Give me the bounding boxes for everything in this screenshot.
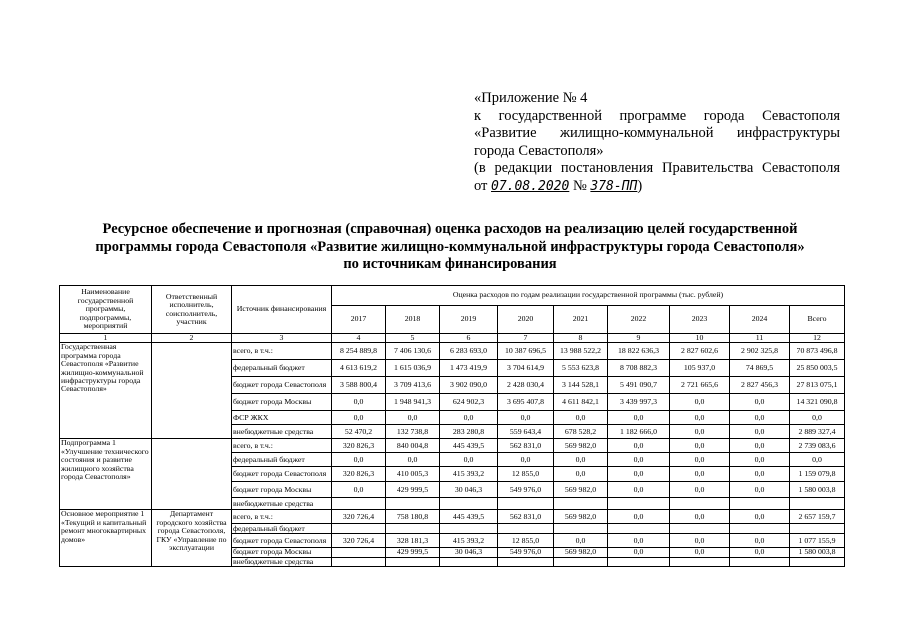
value-cell: 569 982,0 (554, 510, 608, 524)
responsible-cell: Департамент городского хозяйства города Севастополя, ГКУ «Управление по эксплуатации (152, 510, 232, 567)
header-year: 2024 (730, 306, 790, 334)
value-cell: 0,0 (332, 482, 386, 498)
value-cell: 758 180,8 (386, 510, 440, 524)
value-cell: 0,0 (386, 411, 440, 425)
value-cell: 1 182 666,0 (608, 425, 670, 439)
column-number: 10 (670, 334, 730, 343)
responsible-cell (152, 343, 232, 439)
value-cell: 320 826,3 (332, 439, 386, 453)
value-cell: 0,0 (790, 411, 845, 425)
value-cell: 70 873 496,8 (790, 343, 845, 360)
value-cell: 10 387 696,5 (498, 343, 554, 360)
value-cell: 1 580 003,8 (790, 482, 845, 498)
document-title (70, 221, 830, 274)
value-cell: 13 988 522,2 (554, 343, 608, 360)
value-cell: 18 822 636,3 (608, 343, 670, 360)
value-cell: 0,0 (440, 411, 498, 425)
title-line-3: по источникам финансирования (343, 256, 557, 272)
header-year: 2023 (670, 306, 730, 334)
value-cell: 562 831,0 (498, 510, 554, 524)
resolution-date: 07.08.2020 (491, 178, 570, 194)
value-cell: 0,0 (332, 453, 386, 467)
appendix-line-6 (474, 178, 840, 196)
value-cell (730, 498, 790, 510)
header-year: 2021 (554, 306, 608, 334)
value-cell (790, 498, 845, 510)
value-cell (730, 557, 790, 566)
value-cell (332, 498, 386, 510)
value-cell (730, 524, 790, 534)
value-cell (440, 524, 498, 534)
column-number: 11 (730, 334, 790, 343)
funding-table (59, 285, 845, 567)
value-cell (790, 524, 845, 534)
value-cell: 320 726,4 (332, 510, 386, 524)
value-cell (440, 498, 498, 510)
value-cell: 0,0 (670, 411, 730, 425)
source-cell: всего, в т.ч.: (232, 343, 332, 360)
value-cell (498, 557, 554, 566)
value-cell: 429 999,5 (386, 548, 440, 557)
value-cell: 0,0 (554, 534, 608, 548)
value-cell: 678 528,2 (554, 425, 608, 439)
value-cell: 0,0 (670, 482, 730, 498)
value-cell (386, 498, 440, 510)
value-cell: 0,0 (608, 548, 670, 557)
program-name-cell: Основное мероприятие 1 «Текущий и капитальный ремонт многоквартирных домов» (60, 510, 152, 567)
value-cell: 0,0 (670, 534, 730, 548)
value-cell: 3 144 528,1 (554, 377, 608, 394)
value-cell (332, 557, 386, 566)
value-cell: 7 406 130,6 (386, 343, 440, 360)
value-cell (554, 524, 608, 534)
appendix-line-5: (в редакции постановления Правительства Севастополя (474, 160, 840, 177)
value-cell: 0,0 (332, 394, 386, 411)
value-cell: 445 439,5 (440, 439, 498, 453)
value-cell: 549 976,0 (498, 482, 554, 498)
value-cell: 0,0 (332, 411, 386, 425)
program-name-cell: Государственная программа города Севастополя «Развитие жилищно-коммунальной инфраструктуры города Севастополя» (60, 343, 152, 439)
value-cell (608, 557, 670, 566)
value-cell (386, 524, 440, 534)
value-cell: 0,0 (498, 453, 554, 467)
source-cell: федеральный бюджет (232, 524, 332, 534)
value-cell: 0,0 (670, 548, 730, 557)
appendix-num-sign: № (572, 177, 587, 194)
value-cell: 0,0 (730, 482, 790, 498)
value-cell: 840 004,8 (386, 439, 440, 453)
value-cell (670, 557, 730, 566)
header-name: Наименование государственной программы, подпрограммы, мероприятий (60, 286, 152, 334)
header-year: 2018 (386, 306, 440, 334)
value-cell (332, 524, 386, 534)
value-cell: 8 708 882,3 (608, 360, 670, 377)
value-cell: 3 439 997,3 (608, 394, 670, 411)
header-responsible: Ответственный исполнитель, соисполнитель, участник (152, 286, 232, 334)
value-cell: 0,0 (554, 453, 608, 467)
header-year: 2022 (608, 306, 670, 334)
value-cell (790, 557, 845, 566)
value-cell: 0,0 (608, 467, 670, 482)
column-number: 2 (152, 334, 232, 343)
value-cell (670, 524, 730, 534)
source-cell: внебюджетные средства (232, 498, 332, 510)
value-cell: 25 850 003,5 (790, 360, 845, 377)
appendix-ot: от (474, 177, 488, 194)
column-number: 9 (608, 334, 670, 343)
value-cell: 569 982,0 (554, 548, 608, 557)
column-number: 6 (440, 334, 498, 343)
value-cell: 559 643,4 (498, 425, 554, 439)
value-cell: 283 280,8 (440, 425, 498, 439)
value-cell: 0,0 (386, 453, 440, 467)
value-cell: 14 321 090,8 (790, 394, 845, 411)
value-cell: 0,0 (730, 510, 790, 524)
column-number: 1 (60, 334, 152, 343)
value-cell: 0,0 (730, 548, 790, 557)
source-cell: бюджет города Севастополя (232, 377, 332, 394)
value-cell: 2 827 602,6 (670, 343, 730, 360)
value-cell: 3 709 413,6 (386, 377, 440, 394)
column-number: 4 (332, 334, 386, 343)
value-cell: 410 005,3 (386, 467, 440, 482)
value-cell: 0,0 (730, 439, 790, 453)
header-year: 2019 (440, 306, 498, 334)
value-cell: 27 813 075,1 (790, 377, 845, 394)
title-line-2: программы города Севастополя «Развитие жилищно-коммунальной инфраструктуры города Севастополя» (95, 238, 805, 255)
value-cell: 2 428 030,4 (498, 377, 554, 394)
appendix-line-1: «Приложение № 4 (474, 90, 588, 106)
value-cell: 30 046,3 (440, 482, 498, 498)
value-cell: 6 283 693,0 (440, 343, 498, 360)
value-cell: 0,0 (670, 453, 730, 467)
value-cell: 52 470,2 (332, 425, 386, 439)
appendix-line-2: к государственной программе города Севастополя (474, 107, 840, 124)
value-cell: 0,0 (730, 425, 790, 439)
value-cell: 5 553 623,8 (554, 360, 608, 377)
appendix-header (474, 90, 840, 196)
appendix-line-3: «Развитие жилищно-коммунальной инфраструктуры (474, 125, 840, 142)
responsible-cell (152, 439, 232, 510)
value-cell: 549 976,0 (498, 548, 554, 557)
value-cell: 74 869,5 (730, 360, 790, 377)
appendix-line-4: города Севастополя» (474, 142, 604, 159)
source-cell: бюджет города Севастополя (232, 467, 332, 482)
source-cell: всего, в т.ч.: (232, 510, 332, 524)
column-number: 8 (554, 334, 608, 343)
source-cell: бюджет города Москвы (232, 548, 332, 557)
value-cell: 8 254 889,8 (332, 343, 386, 360)
value-cell (332, 548, 386, 557)
value-cell: 4 611 842,1 (554, 394, 608, 411)
table-row (60, 343, 845, 360)
value-cell (498, 524, 554, 534)
value-cell: 1 615 036,9 (386, 360, 440, 377)
source-cell: бюджет города Москвы (232, 482, 332, 498)
source-cell: федеральный бюджет (232, 453, 332, 467)
value-cell: 2 889 327,4 (790, 425, 845, 439)
value-cell: 1 077 155,9 (790, 534, 845, 548)
value-cell (670, 498, 730, 510)
header-year: Всего (790, 306, 845, 334)
column-number: 12 (790, 334, 845, 343)
value-cell: 30 046,3 (440, 548, 498, 557)
header-year: 2020 (498, 306, 554, 334)
value-cell: 445 439,5 (440, 510, 498, 524)
table-row (60, 439, 845, 453)
value-cell: 569 982,0 (554, 482, 608, 498)
value-cell (608, 524, 670, 534)
program-name-cell: Подпрограмма 1 «Улучшение технического состояния и развитие жилищного хозяйства города Севастополя» (60, 439, 152, 510)
value-cell: 1 159 079,8 (790, 467, 845, 482)
value-cell: 569 982,0 (554, 439, 608, 453)
value-cell: 0,0 (730, 394, 790, 411)
value-cell: 0,0 (670, 394, 730, 411)
header-estimate: Оценка расходов по годам реализации государственной программы (тыс. рублей) (332, 286, 845, 306)
source-cell: бюджет города Москвы (232, 394, 332, 411)
column-number: 3 (232, 334, 332, 343)
value-cell: 328 181,3 (386, 534, 440, 548)
value-cell: 3 704 614,9 (498, 360, 554, 377)
value-cell: 132 738,8 (386, 425, 440, 439)
value-cell: 415 393,2 (440, 467, 498, 482)
column-number: 7 (498, 334, 554, 343)
value-cell: 0,0 (498, 411, 554, 425)
value-cell: 0,0 (670, 425, 730, 439)
value-cell: 624 902,3 (440, 394, 498, 411)
source-cell: всего, в т.ч.: (232, 439, 332, 453)
value-cell: 2 827 456,3 (730, 377, 790, 394)
value-cell: 0,0 (730, 453, 790, 467)
value-cell (554, 498, 608, 510)
value-cell: 105 937,0 (670, 360, 730, 377)
source-cell: внебюджетные средства (232, 425, 332, 439)
value-cell: 3 588 800,4 (332, 377, 386, 394)
value-cell: 12 855,0 (498, 467, 554, 482)
value-cell: 0,0 (608, 439, 670, 453)
value-cell: 0,0 (730, 411, 790, 425)
value-cell: 0,0 (440, 453, 498, 467)
value-cell: 2 902 325,8 (730, 343, 790, 360)
header-year: 2017 (332, 306, 386, 334)
value-cell: 0,0 (730, 534, 790, 548)
value-cell: 4 613 619,2 (332, 360, 386, 377)
table-body (60, 286, 845, 567)
value-cell (498, 498, 554, 510)
value-cell: 0,0 (608, 411, 670, 425)
value-cell (608, 498, 670, 510)
value-cell (386, 557, 440, 566)
value-cell: 0,0 (790, 453, 845, 467)
value-cell: 0,0 (554, 467, 608, 482)
value-cell: 415 393,2 (440, 534, 498, 548)
source-cell: бюджет города Севастополя (232, 534, 332, 548)
header-source: Источник финансирования (232, 286, 332, 334)
value-cell: 2 739 083,6 (790, 439, 845, 453)
value-cell: 3 902 090,0 (440, 377, 498, 394)
resolution-number: 378-ПП (590, 178, 638, 194)
value-cell: 1 580 003,8 (790, 548, 845, 557)
value-cell: 12 855,0 (498, 534, 554, 548)
value-cell: 2 721 665,6 (670, 377, 730, 394)
value-cell: 0,0 (670, 467, 730, 482)
source-cell: федеральный бюджет (232, 360, 332, 377)
value-cell: 320 826,3 (332, 467, 386, 482)
value-cell: 0,0 (554, 411, 608, 425)
source-cell: внебюджетные средства (232, 557, 332, 566)
value-cell: 2 657 159,7 (790, 510, 845, 524)
value-cell (440, 557, 498, 566)
value-cell: 0,0 (608, 510, 670, 524)
column-number: 5 (386, 334, 440, 343)
source-cell: ФСР ЖКХ (232, 411, 332, 425)
value-cell: 429 999,5 (386, 482, 440, 498)
table-row (60, 510, 845, 524)
value-cell: 0,0 (730, 467, 790, 482)
value-cell (554, 557, 608, 566)
title-line-1: Ресурсное обеспечение и прогнозная (справочная) оценка расходов на реализацию целей государственной (102, 221, 798, 237)
value-cell: 562 831,0 (498, 439, 554, 453)
value-cell: 5 491 090,7 (608, 377, 670, 394)
value-cell: 320 726,4 (332, 534, 386, 548)
value-cell: 3 695 407,8 (498, 394, 554, 411)
value-cell: 0,0 (608, 482, 670, 498)
value-cell: 1 948 941,3 (386, 394, 440, 411)
value-cell: 1 473 419,9 (440, 360, 498, 377)
value-cell: 0,0 (608, 534, 670, 548)
value-cell: 0,0 (670, 510, 730, 524)
value-cell: 0,0 (608, 453, 670, 467)
appendix-close: ) (637, 177, 643, 194)
value-cell: 0,0 (670, 439, 730, 453)
